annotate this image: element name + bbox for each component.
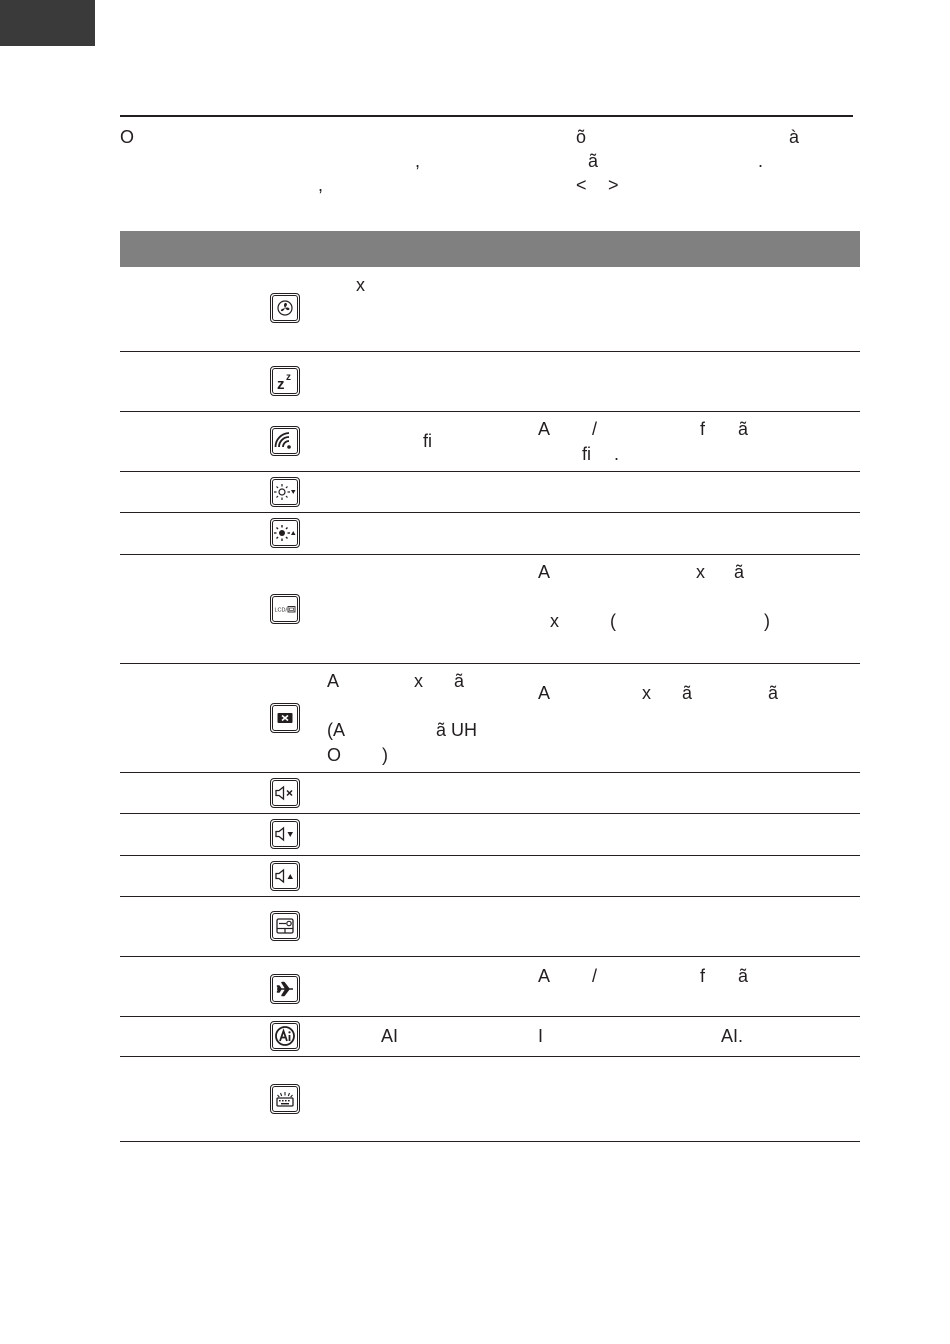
row-detail: A: [538, 562, 551, 582]
intro-text: .: [758, 151, 764, 171]
table-row: [120, 411, 860, 472]
airplane-mode-icon: [270, 974, 300, 1004]
row-detail: fi: [582, 444, 591, 464]
row-detail: A: [538, 683, 551, 703]
row-detail: A: [538, 419, 551, 439]
intro-text: à: [789, 127, 800, 147]
table-row: [120, 956, 860, 1017]
table-row: [120, 1016, 860, 1057]
intro-text: ,: [415, 151, 421, 171]
table-row: [120, 471, 860, 513]
fan-icon: [270, 293, 300, 323]
intro-text: ã: [588, 151, 599, 171]
row-detail: .: [614, 444, 620, 464]
row-desc: (A: [327, 720, 345, 740]
brightness-up-icon: [270, 518, 300, 548]
brightness-down-icon: [270, 477, 300, 507]
table-row: [120, 267, 860, 352]
wifi-icon: [270, 426, 300, 456]
intro-text: õ: [576, 127, 587, 147]
sleep-icon: [270, 366, 300, 396]
intro-text: <: [576, 175, 587, 195]
svg-text:z: z: [277, 376, 285, 392]
ai-icon: [270, 1021, 300, 1051]
row-detail: x: [696, 562, 705, 582]
table-row: [120, 855, 860, 897]
row-detail: /: [592, 419, 598, 439]
row-desc: AI: [381, 1026, 399, 1046]
row-detail: x: [550, 611, 559, 631]
row-detail: ã: [682, 683, 693, 703]
table-header: [120, 231, 860, 267]
display-switch-icon: [270, 594, 300, 624]
row-desc: ): [382, 745, 388, 765]
row-detail: f: [700, 419, 706, 439]
row-detail: I: [538, 1026, 544, 1046]
volume-mute-icon: [270, 778, 300, 808]
table-row: [120, 772, 860, 814]
table-row: [120, 896, 860, 957]
table-row: [120, 813, 860, 856]
row-detail: ): [764, 611, 770, 631]
row-detail: ã: [738, 966, 749, 986]
row-detail: (: [610, 611, 616, 631]
table-row: [120, 1056, 860, 1142]
row-desc: O: [327, 745, 342, 765]
row-desc: fi: [423, 431, 432, 451]
keyboard-backlight-icon: [270, 1084, 300, 1114]
row-detail: ã: [734, 562, 745, 582]
intro-text: >: [608, 175, 619, 195]
touchpad-toggle-icon: [270, 911, 300, 941]
row-desc: A: [327, 671, 340, 691]
table-row: [120, 512, 860, 555]
intro-text: ,: [318, 175, 324, 195]
row-detail: ã: [738, 419, 749, 439]
row-desc: x: [356, 275, 365, 295]
table-row: [120, 663, 860, 773]
svg-text:LCD/: LCD/: [274, 607, 288, 614]
display-off-icon: [270, 703, 300, 733]
row-desc: x: [414, 671, 423, 691]
svg-text:z: z: [286, 372, 291, 383]
row-detail: /: [592, 966, 598, 986]
row-detail: AI.: [721, 1026, 744, 1046]
table-row: [120, 554, 860, 664]
title-rule: [120, 115, 853, 117]
row-desc: ã UH: [436, 720, 478, 740]
intro-paragraph: [120, 126, 860, 206]
row-desc: ã: [454, 671, 465, 691]
row-detail: ã: [768, 683, 779, 703]
row-detail: f: [700, 966, 706, 986]
page-corner-tab: [0, 0, 95, 46]
intro-text: O: [120, 127, 135, 147]
row-detail: x: [642, 683, 651, 703]
volume-down-icon: [270, 819, 300, 849]
row-detail: A: [538, 966, 551, 986]
volume-up-icon: [270, 861, 300, 891]
table-row: [120, 351, 860, 412]
